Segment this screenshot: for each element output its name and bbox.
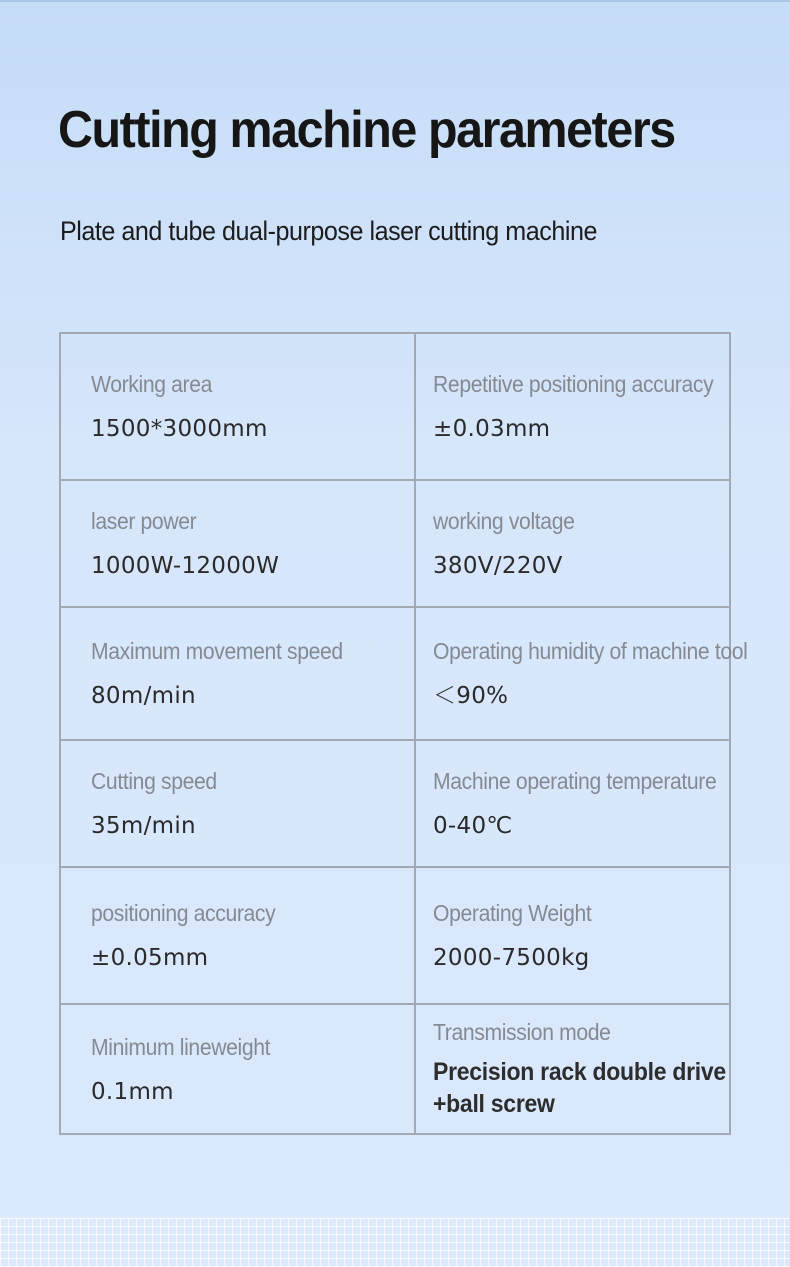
table-row — [60, 607, 730, 740]
parameter-value: 80m/min — [91, 683, 196, 709]
parameter-label: Transmission mode — [433, 1019, 611, 1045]
parameter-label: Cutting speed — [91, 768, 217, 794]
page-subtitle: Plate and tube dual-purpose laser cutting machine — [60, 216, 597, 246]
decorative-grid-pattern — [0, 1218, 790, 1267]
parameter-value: ±0.05mm — [91, 945, 209, 971]
parameter-cell — [415, 607, 748, 740]
top-border-line — [0, 0, 790, 2]
parameter-label: Maximum movement speed — [91, 638, 343, 664]
parameter-cell — [60, 740, 415, 867]
parameter-value: 0-40℃ — [433, 813, 513, 839]
parameter-cell — [60, 867, 415, 1004]
parameter-cell — [60, 607, 415, 740]
parameter-cell — [60, 1004, 415, 1134]
parameter-value: 35m/min — [91, 813, 196, 839]
parameter-cell — [415, 1004, 730, 1134]
parameter-label: Machine operating temperature — [433, 768, 717, 794]
parameter-value: 1500*3000mm — [91, 416, 268, 442]
parameter-value: 2000-7500kg — [433, 945, 590, 971]
parameter-value: 0.1mm — [91, 1078, 174, 1105]
parameter-label: Operating Weight — [433, 900, 592, 926]
parameter-value: 1000W-12000W — [91, 553, 280, 579]
parameter-label: Working area — [91, 371, 213, 397]
parameter-cell — [415, 333, 730, 480]
table-row — [60, 867, 730, 1004]
parameter-value: Precision rack double drive +ball screw — [433, 1058, 726, 1118]
parameter-cell — [60, 480, 415, 607]
parameters-table — [59, 332, 748, 1135]
page-title: Cutting machine parameters — [58, 101, 675, 159]
table-row — [60, 740, 730, 867]
table-row — [60, 333, 730, 480]
table-row — [60, 480, 730, 607]
parameter-cell — [415, 480, 730, 607]
parameter-cell — [415, 867, 730, 1004]
parameter-label: working voltage — [433, 508, 575, 534]
parameter-label: laser power — [91, 508, 197, 534]
parameter-label: Operating humidity of machine tool — [433, 638, 748, 664]
parameter-value: ＜90% — [433, 683, 509, 709]
parameter-value: ±0.03mm — [433, 416, 551, 442]
parameter-label: Repetitive positioning accuracy — [433, 371, 714, 397]
parameter-cell — [60, 333, 415, 480]
parameter-value: 380V/220V — [433, 553, 563, 579]
parameter-cell — [415, 740, 730, 867]
table-row — [60, 1004, 730, 1134]
parameter-label: positioning accuracy — [91, 900, 276, 926]
parameter-label: Minimum lineweight — [91, 1033, 271, 1060]
